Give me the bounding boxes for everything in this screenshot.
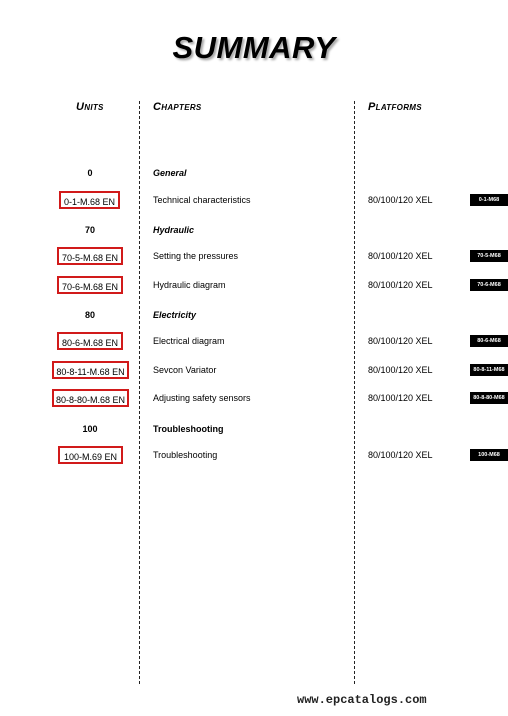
platform-text: 80/100/120 XEL [368,365,433,375]
chapter-row[interactable] [0,191,508,211]
chapter-row[interactable] [0,389,508,409]
unit-link[interactable]: 70-5-M.68 EN [57,247,123,265]
chapter-row[interactable] [0,332,508,352]
unit-link[interactable]: 80-6-M.68 EN [57,332,123,350]
section-title: Hydraulic [153,225,195,235]
chapter-title[interactable]: Electrical diagram [153,336,225,346]
platform-text: 80/100/120 XEL [368,450,433,460]
unit-link[interactable]: 100-M.69 EN [58,446,123,464]
section-title: Troubleshooting [153,424,224,434]
footer-website[interactable]: www.epcatalogs.com [297,693,427,707]
chapter-row[interactable] [0,276,508,296]
unit-link[interactable]: 80-8-11-M.68 EN [52,361,129,379]
section-row-general [0,164,508,184]
unit-number: 70 [84,225,95,235]
document-code-badge: 80-8-11-M68 [470,364,508,376]
document-code-badge: 70-6-M68 [470,279,508,291]
unit-link[interactable]: 70-6-M.68 EN [57,276,123,294]
platform-text: 80/100/120 XEL [368,280,433,290]
unit-number: 80 [84,310,95,320]
chapter-row[interactable] [0,446,508,466]
document-code-badge: 70-5-M68 [470,250,508,262]
chapter-title[interactable]: Troubleshooting [153,450,218,460]
column-header-units: Units [76,101,104,113]
section-row-troubleshooting [0,420,508,440]
document-code-badge: 80-8-80-M68 [470,392,508,404]
document-code-badge: 0-1-M68 [470,194,508,206]
platform-text: 80/100/120 XEL [368,195,433,205]
platform-text: 80/100/120 XEL [368,251,433,261]
section-row-hydraulic [0,221,508,241]
chapter-row[interactable] [0,247,508,267]
chapter-title[interactable]: Setting the pressures [153,251,239,261]
section-title: General [153,168,187,178]
chapter-title[interactable]: Sevcon Variator [153,365,217,375]
unit-number: 100 [82,424,98,434]
section-title: Electricity [153,310,197,320]
unit-number: 0 [87,168,93,178]
document-code-badge: 100-M68 [470,449,508,461]
unit-link[interactable]: 80-8-80-M.68 EN [52,389,129,407]
section-row-electricity [0,306,508,326]
page-title: SUMMARY [172,30,336,65]
unit-link[interactable]: 0-1-M.68 EN [59,191,120,209]
column-header-platforms: Platforms [368,101,422,113]
chapter-title[interactable]: Hydraulic diagram [153,280,226,290]
platform-text: 80/100/120 XEL [368,393,433,403]
chapter-row[interactable] [0,361,508,381]
document-code-badge: 80-6-M68 [470,335,508,347]
platform-text: 80/100/120 XEL [368,336,433,346]
chapter-title[interactable]: Technical characteristics [153,195,251,205]
chapter-title[interactable]: Adjusting safety sensors [153,393,251,403]
column-header-chapters: Chapters [153,101,202,113]
